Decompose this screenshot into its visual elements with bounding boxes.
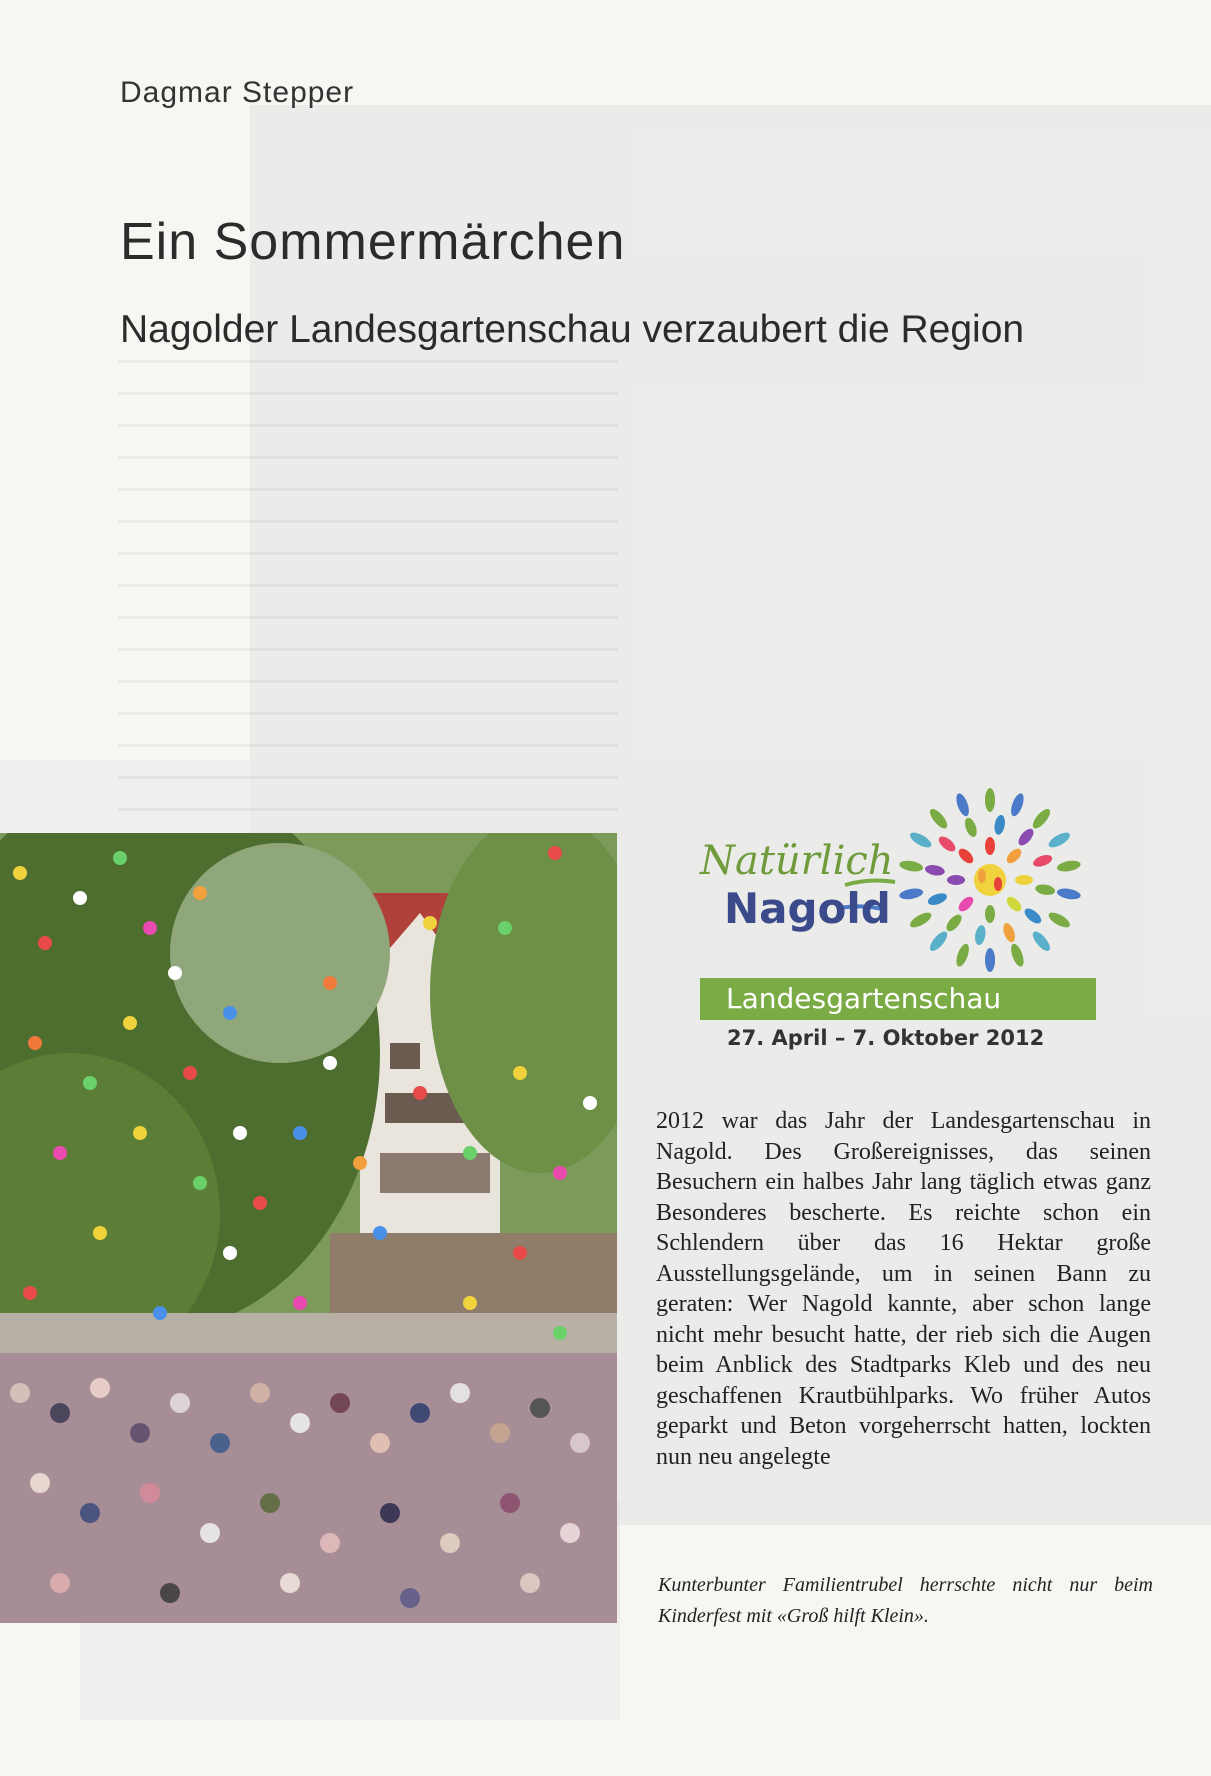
logo-name-text: Nagold [724,884,891,933]
showthrough-text-lines [118,360,618,820]
author-name: Dagmar Stepper [120,76,355,109]
article-body: 2012 war das Jahr der Landesgartenschau in Nagold. Des Großereignisses, das seinen Besuchern ein halbes Jahr lang täglich etwas ganz Besonderes bescherte. Es reichte schon ein Schlendern über das 16 Hektar große Ausstellungsgelände, um in seinen Bann zu geraten: Wer Nagold kannte, aber schon lange nicht mehr besucht hatte, der rieb sich die Augen beim Anblick des Stadtparks Kleb und des neu geschaffenen Krautbühlparks. Wo früher Autos geparkt und Beton vorgeherrscht hatten, lockten nun neu angelegte [656,1108,1151,1470]
photo-caption: Kunterbunter Familientrubel herrschte nicht nur beim Kinderfest mit «Groß hilft Klein». [658,1574,1153,1627]
photo-balloons-crowd [0,833,617,1623]
article-title: Ein Sommermärchen [120,213,626,271]
article-subtitle: Nagolder Landesgartenschau verzaubert die Region [120,308,1025,351]
logo-dates: 27. April – 7. Oktober 2012 [727,1026,1045,1050]
photo-illustration [0,833,617,1623]
logo-script-text: Natürlich [700,838,894,884]
logo-banner: Landesgartenschau [700,978,1096,1020]
